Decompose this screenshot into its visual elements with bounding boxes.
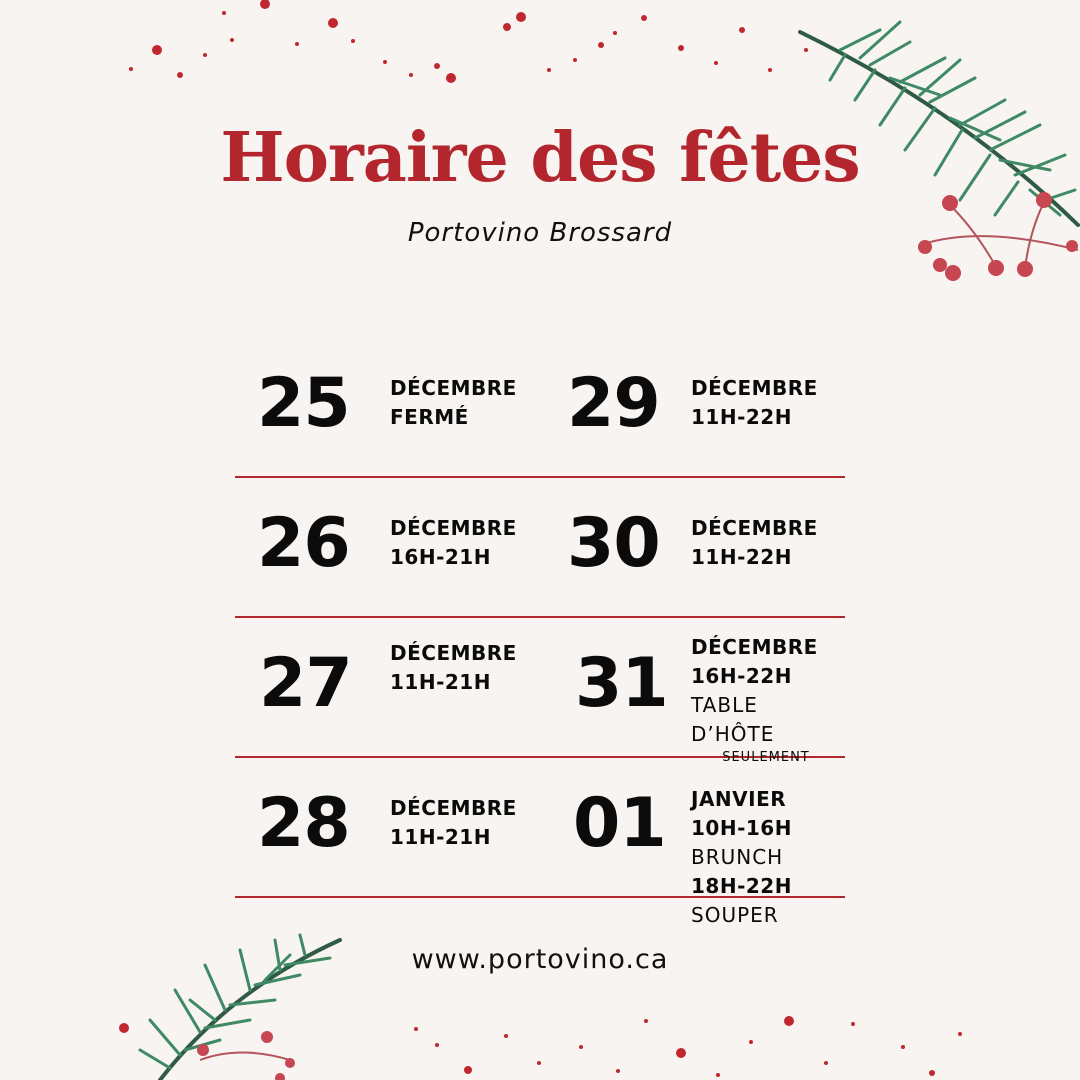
schedule-grid [235, 338, 845, 927]
day-number: 31 [575, 644, 668, 723]
day-info [390, 514, 517, 572]
month-label: DÉCEMBRE [390, 376, 517, 400]
day-info [691, 374, 818, 432]
schedule-row [235, 478, 845, 618]
day-info [691, 633, 845, 767]
hours-label: 11H-21H [390, 670, 491, 694]
day-info [691, 514, 818, 572]
hours-label: 11H-22H [691, 545, 792, 569]
note-label: TABLE D’HÔTE [691, 693, 775, 746]
day-number: 25 [257, 364, 350, 443]
meal-label: BRUNCH [691, 845, 784, 869]
day-info [691, 785, 845, 930]
note-small-label: SEULEMENT [722, 750, 810, 765]
hours-label: 16H-22H [691, 664, 792, 688]
month-label: JANVIER [691, 787, 787, 811]
schedule-row [235, 338, 845, 478]
meal-label: SOUPER [691, 903, 779, 927]
month-label: DÉCEMBRE [691, 516, 818, 540]
berries-bottom-left [197, 1031, 295, 1080]
hours-label: 10H-16H [691, 816, 792, 840]
day-info [390, 374, 517, 432]
hours-label: 11H-21H [390, 825, 491, 849]
confetti-dots-bottom [119, 1016, 962, 1077]
day-number: 28 [257, 784, 350, 863]
day-number: 30 [567, 504, 660, 583]
day-number: 01 [573, 784, 666, 863]
schedule-row [235, 758, 845, 927]
month-label: DÉCEMBRE [691, 635, 818, 659]
month-label: DÉCEMBRE [390, 796, 517, 820]
page-subtitle: Portovino Brossard [407, 218, 673, 248]
website-link[interactable]: www.portovino.ca [411, 944, 669, 975]
month-label: DÉCEMBRE [691, 376, 818, 400]
month-label: DÉCEMBRE [390, 641, 517, 665]
month-label: DÉCEMBRE [390, 516, 517, 540]
schedule-row [235, 618, 845, 765]
page-title: Horaire des fêtes [220, 118, 860, 198]
day-number: 29 [567, 364, 660, 443]
hours-label: FERMÉ [390, 405, 469, 429]
hours-label: 18H-22H [691, 874, 792, 898]
day-number: 27 [259, 644, 352, 723]
hours-label: 16H-21H [390, 545, 491, 569]
day-info [390, 639, 517, 697]
day-info [390, 794, 517, 852]
confetti-dots-top [129, 0, 808, 83]
day-number: 26 [257, 504, 350, 583]
hours-label: 11H-22H [691, 405, 792, 429]
